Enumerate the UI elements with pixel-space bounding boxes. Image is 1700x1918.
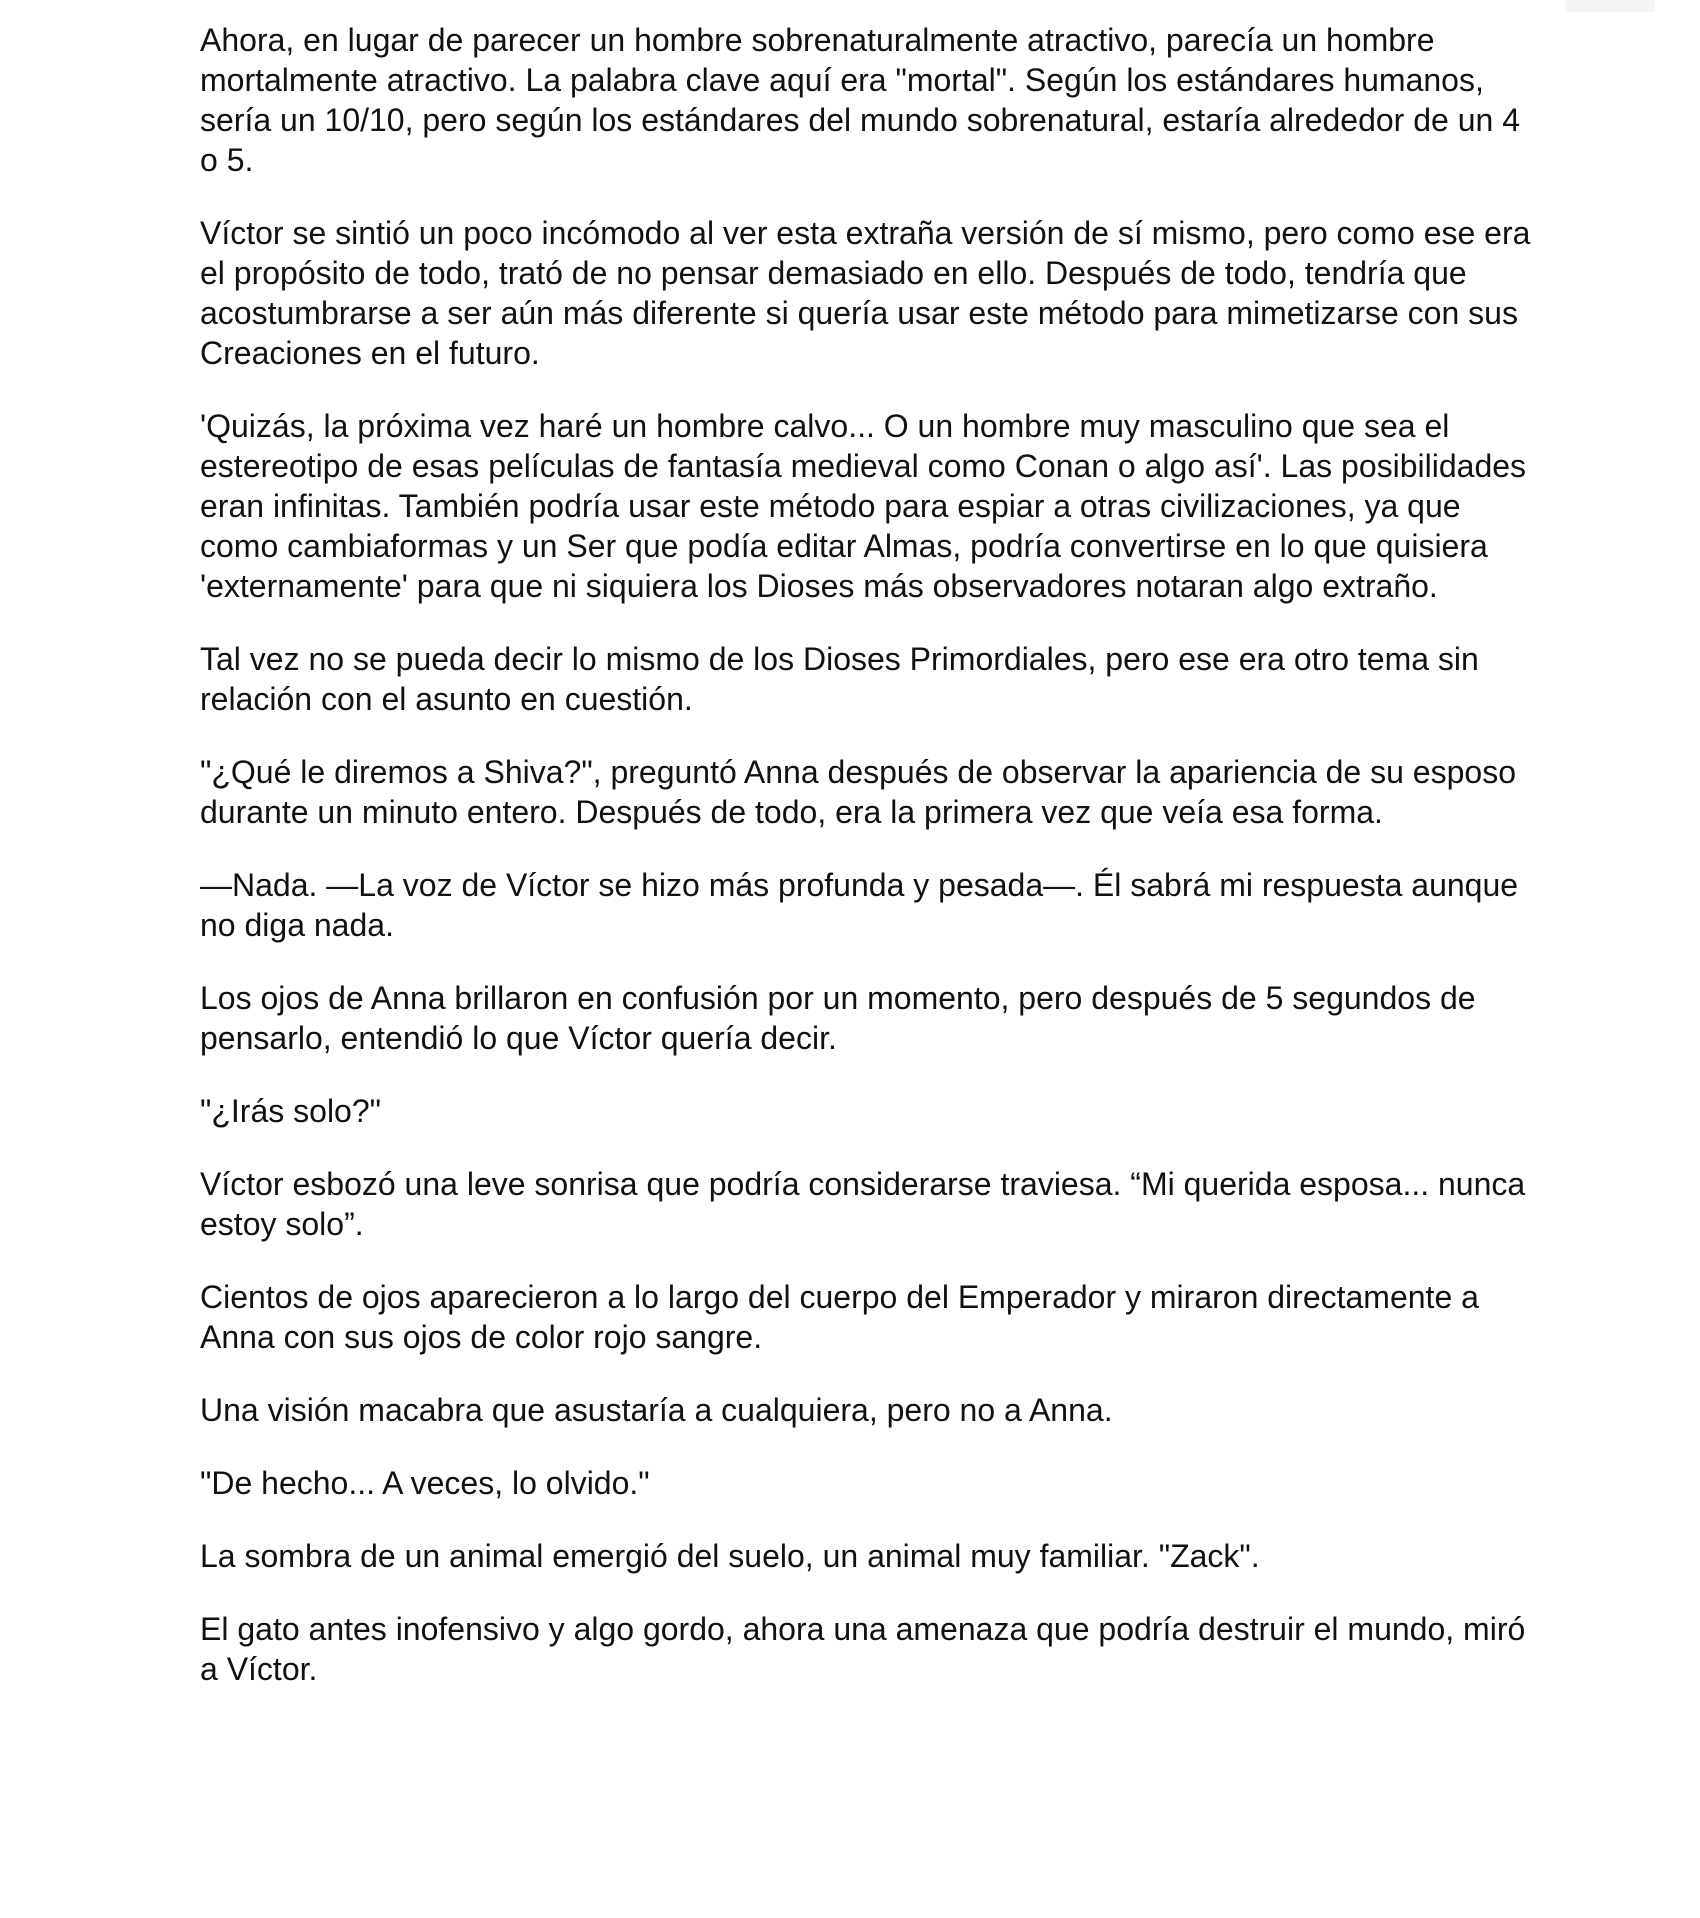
paragraph: Tal vez no se pueda decir lo mismo de los Dioses Primordiales, pero ese era otro tema sin relación con el asunto en cuestión. xyxy=(200,641,1479,717)
paragraph: Víctor esbozó una leve sonrisa que podría considerarse traviesa. “Mi querida esposa... nunca estoy solo”. xyxy=(200,1166,1526,1242)
paragraph: "De hecho... A veces, lo olvido." xyxy=(200,1465,650,1501)
document-page xyxy=(200,20,1540,1722)
corner-mark xyxy=(1565,0,1655,12)
paragraph: La sombra de un animal emergió del suelo, un animal muy familiar. "Zack". xyxy=(200,1538,1260,1574)
paragraph: Víctor se sintió un poco incómodo al ver esta extraña versión de sí mismo, pero como ese era el propósito de todo, trató de no pensar demasiado en ello. Después de todo, tendría que acostumbrarse a ser aún más diferente si quería usar este método para mimetizarse con sus Creaciones en el futuro. xyxy=(200,215,1531,371)
paragraph: 'Quizás, la próxima vez haré un hombre calvo... O un hombre muy masculino que sea el estereotipo de esas películas de fantasía medieval como Conan o algo así'. Las posibilidades eran infinitas. También podría usar este método para espiar a otras civilizaciones, ya que como cambiaformas y un Ser que podía editar Almas, podría convertirse en lo que quisiera 'externamente' para que ni siquiera los Dioses más observadores notaran algo extraño. xyxy=(200,408,1527,604)
paragraph: Los ojos de Anna brillaron en confusión por un momento, pero después de 5 segundos de pensarlo, entendió lo que Víctor quería decir. xyxy=(200,980,1476,1056)
paragraph: Una visión macabra que asustaría a cualquiera, pero no a Anna. xyxy=(200,1392,1113,1428)
paragraph: —Nada. —La voz de Víctor se hizo más profunda y pesada—. Él sabrá mi respuesta aunque no diga nada. xyxy=(200,867,1519,943)
paragraph: Cientos de ojos aparecieron a lo largo del cuerpo del Emperador y miraron directamente a Anna con sus ojos de color rojo sangre. xyxy=(200,1279,1479,1355)
paragraph: "¿Irás solo?" xyxy=(200,1093,381,1129)
paragraph: "¿Qué le diremos a Shiva?", preguntó Anna después de observar la apariencia de su esposo durante un minuto entero. Después de todo, era la primera vez que veía esa forma. xyxy=(200,754,1516,830)
paragraph: Ahora, en lugar de parecer un hombre sobrenaturalmente atractivo, parecía un hombre mortalmente atractivo. La palabra clave aquí era "mortal". Según los estándares humanos, sería un 10/10, pero según los estándares del mundo sobrenatural, estaría alrededor de un 4 o 5. xyxy=(200,22,1520,178)
paragraph: El gato antes inofensivo y algo gordo, ahora una amenaza que podría destruir el mundo, miró a Víctor. xyxy=(200,1611,1526,1687)
